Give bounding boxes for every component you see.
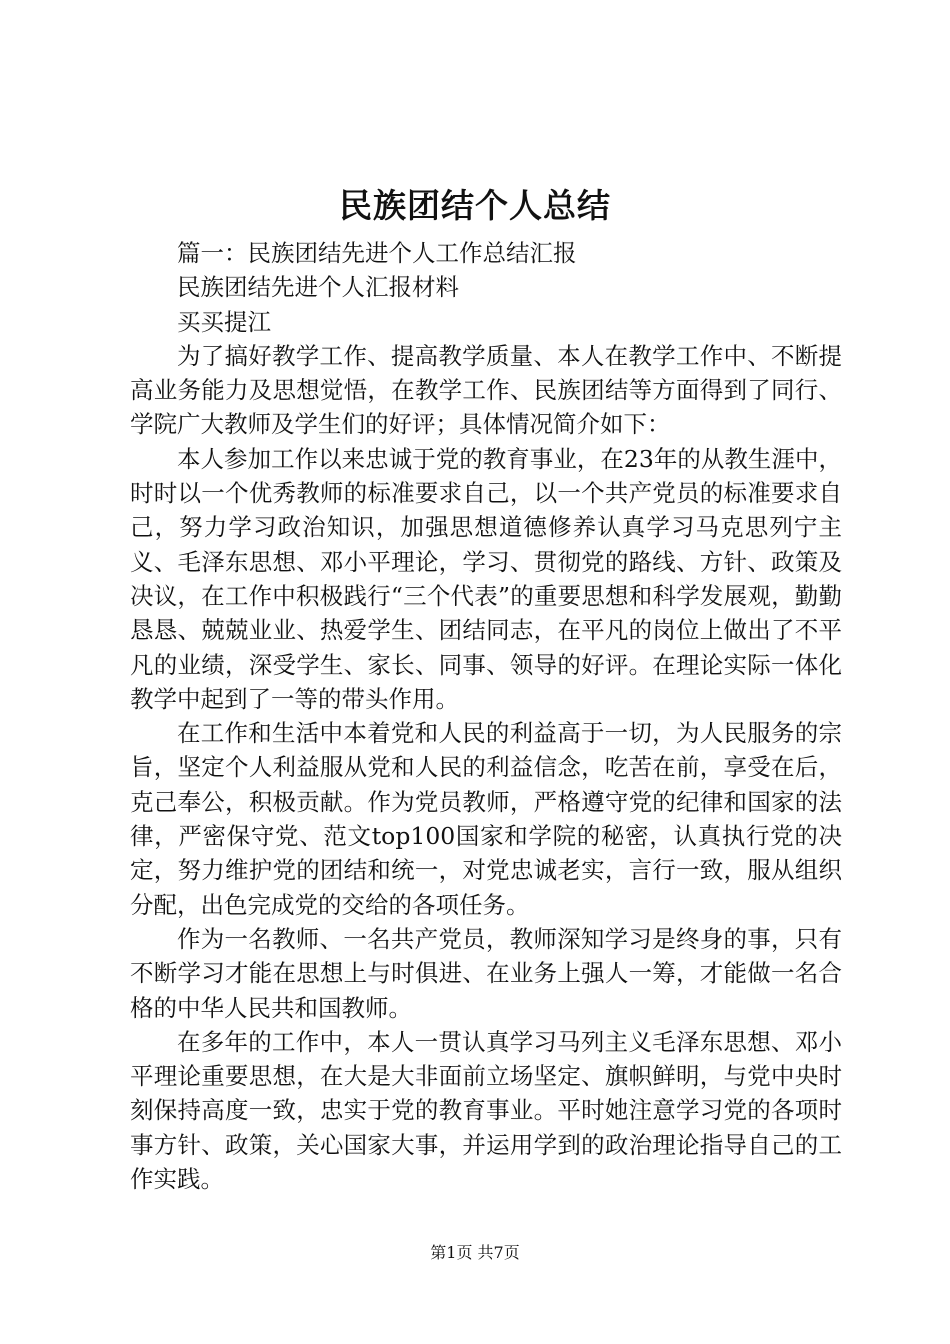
paragraph: 在多年的工作中，本人一贯认真学习马列主义毛泽东思想、邓小平理论重要思想，在大是大非面前立场坚定、旗帜鲜明，与党中央时刻保持高度一致，忠实于党的教育事业。平时她注意学习党的各项时事方针、政策，关心国家大事，并运用学到的政治理论指导自己的工作实践。: [130, 1027, 842, 1194]
document-title: 民族团结个人总结: [339, 186, 611, 225]
paragraph: 本人参加工作以来忠诚于党的教育事业，在23年的从教生涯中，时时以一个优秀教师的标准要求自己，以一个共产党员的标准要求自己，努力学习政治知识，加强思想道德修养认真学习马克思列宁主义、毛泽东思想、邓小平理论，学习、贯彻党的路线、方针、政策及决议，在工作中积极践行“三个代表”的重要思想和科学发展观，勤勤恳恳、兢兢业业、热爱学生、团结同志，在平凡的岗位上做出了不平凡的业绩，深受学生、家长、同事、领导的好评。在理论实际一体化教学中起到了一等的带头作用。: [130, 444, 842, 713]
author-name: 买买提江: [177, 307, 271, 336]
document-body: [130, 236, 842, 1196]
paragraph: 在工作和生活中本着党和人民的利益高于一切，为人民服务的宗旨，坚定个人利益服从党和人民的利益信念，吃苦在前，享受在后，克己奉公，积极贡献。作为党员教师，严格遵守党的纪律和国家的法律，严密保守党、范文top100国家和学院的秘密，认真执行党的决定，努力维护党的团结和统一，对党忠诚老实，言行一致，服从组织分配，出色完成党的交给的各项任务。: [130, 719, 842, 919]
section-heading: 篇一：民族团结先进个人工作总结汇报: [177, 239, 577, 267]
paragraph: 为了搞好教学工作、提高教学质量、本人在教学工作中、不断提高业务能力及思想觉悟，在教学工作、民族团结等方面得到了同行、学院广大教师及学生们的好评；具体情况简介如下：: [130, 341, 842, 439]
page-footer: 第1页 共7页: [430, 1243, 520, 1262]
paragraph: 作为一名教师、一名共产党员，教师深知学习是终身的事，只有不断学习才能在思想上与时俱进、在业务上强人一筹，才能做一名合格的中华人民共和国教师。: [130, 924, 842, 1022]
subtitle-line: 民族团结先进个人汇报材料: [177, 273, 459, 302]
